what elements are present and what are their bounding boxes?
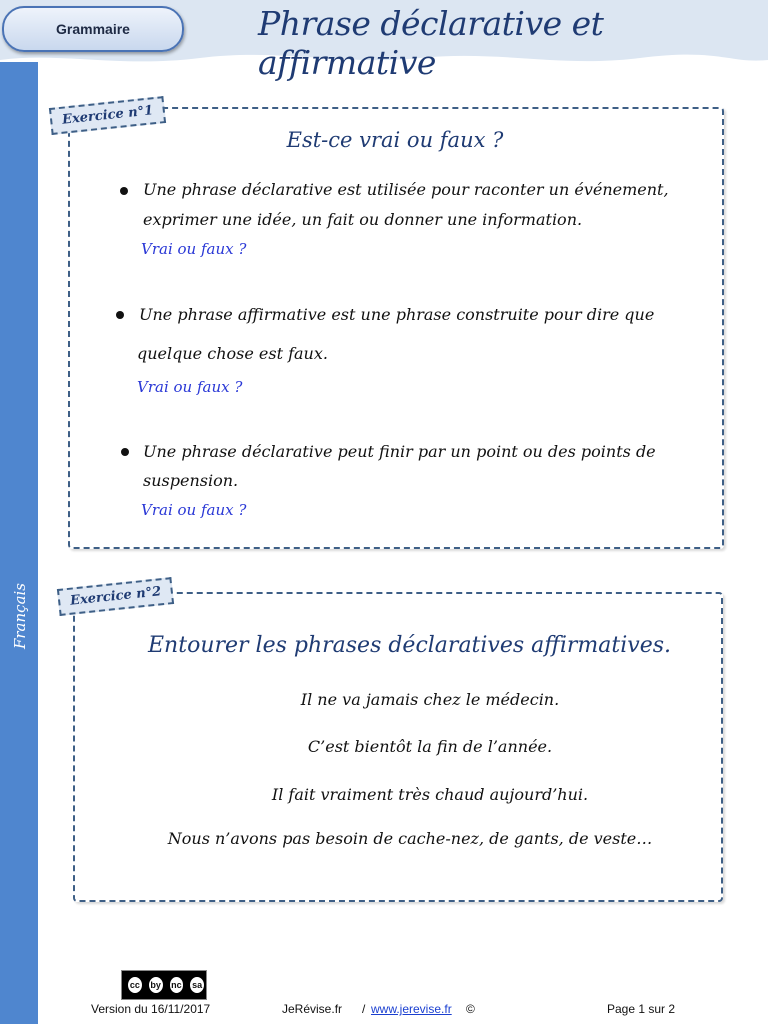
- sa-icon: sa: [188, 975, 206, 995]
- exercise1-item2-line2: quelque chose est faux.: [137, 344, 328, 363]
- exercise1-item3-line2: suspension.: [143, 471, 239, 490]
- version-text: Version du 16/11/2017: [91, 1002, 211, 1016]
- exercise2-sentence: Il ne va jamais chez le médecin.: [300, 690, 560, 709]
- copyright-symbol: ©: [466, 1002, 475, 1016]
- page-title: Phrase déclarative et affirmative: [258, 4, 604, 82]
- exercise1-tag: Exercice n°1: [49, 96, 167, 135]
- exercise1-title: Est-ce vrai ou faux ?: [286, 128, 504, 152]
- bullet-icon: [121, 448, 129, 456]
- subject-badge: Grammaire: [2, 6, 184, 52]
- exercise1-item3-line1: Une phrase déclarative peut finir par un point ou des points de: [143, 442, 656, 461]
- exercise2-sentence: C’est bientôt la fin de l’année.: [307, 737, 553, 756]
- cc-icon: cc: [126, 975, 144, 995]
- exercise2-sentence: Nous n’avons pas besoin de cache-nez, de gants, de veste…: [167, 829, 653, 848]
- nc-icon: nc: [168, 975, 186, 995]
- site-name: JeRévise.fr: [282, 1002, 343, 1016]
- exercise1-item1-line2: exprimer une idée, un fait ou donner une information.: [143, 210, 583, 229]
- exercise1-item1-question: Vrai ou faux ?: [141, 240, 247, 258]
- exercise1-item2-line1: Une phrase affirmative est une phrase construite pour dire que: [139, 305, 655, 324]
- by-icon: by: [147, 975, 165, 995]
- page-number: Page 1 sur 2: [607, 1002, 676, 1016]
- exercise1-item3-question: Vrai ou faux ?: [141, 501, 247, 519]
- bullet-icon: [116, 311, 124, 319]
- exercise2-title: Entourer les phrases déclaratives affirmatives.: [148, 633, 672, 658]
- sidebar-subject-label: Français: [11, 582, 29, 650]
- bullet-icon: [120, 187, 128, 195]
- site-link[interactable]: www.jerevise.fr: [371, 1002, 452, 1016]
- exercise1-item1-line1: Une phrase déclarative est utilisée pour raconter un événement,: [143, 180, 669, 199]
- sidebar: [0, 62, 38, 1024]
- exercise2-tag: Exercice n°2: [57, 577, 175, 616]
- separator: /: [362, 1002, 366, 1016]
- exercise1-item2-question: Vrai ou faux ?: [137, 378, 243, 396]
- exercise2-sentence: Il fait vraiment très chaud aujourd’hui.: [271, 785, 589, 804]
- cc-license-icon: [121, 970, 207, 1000]
